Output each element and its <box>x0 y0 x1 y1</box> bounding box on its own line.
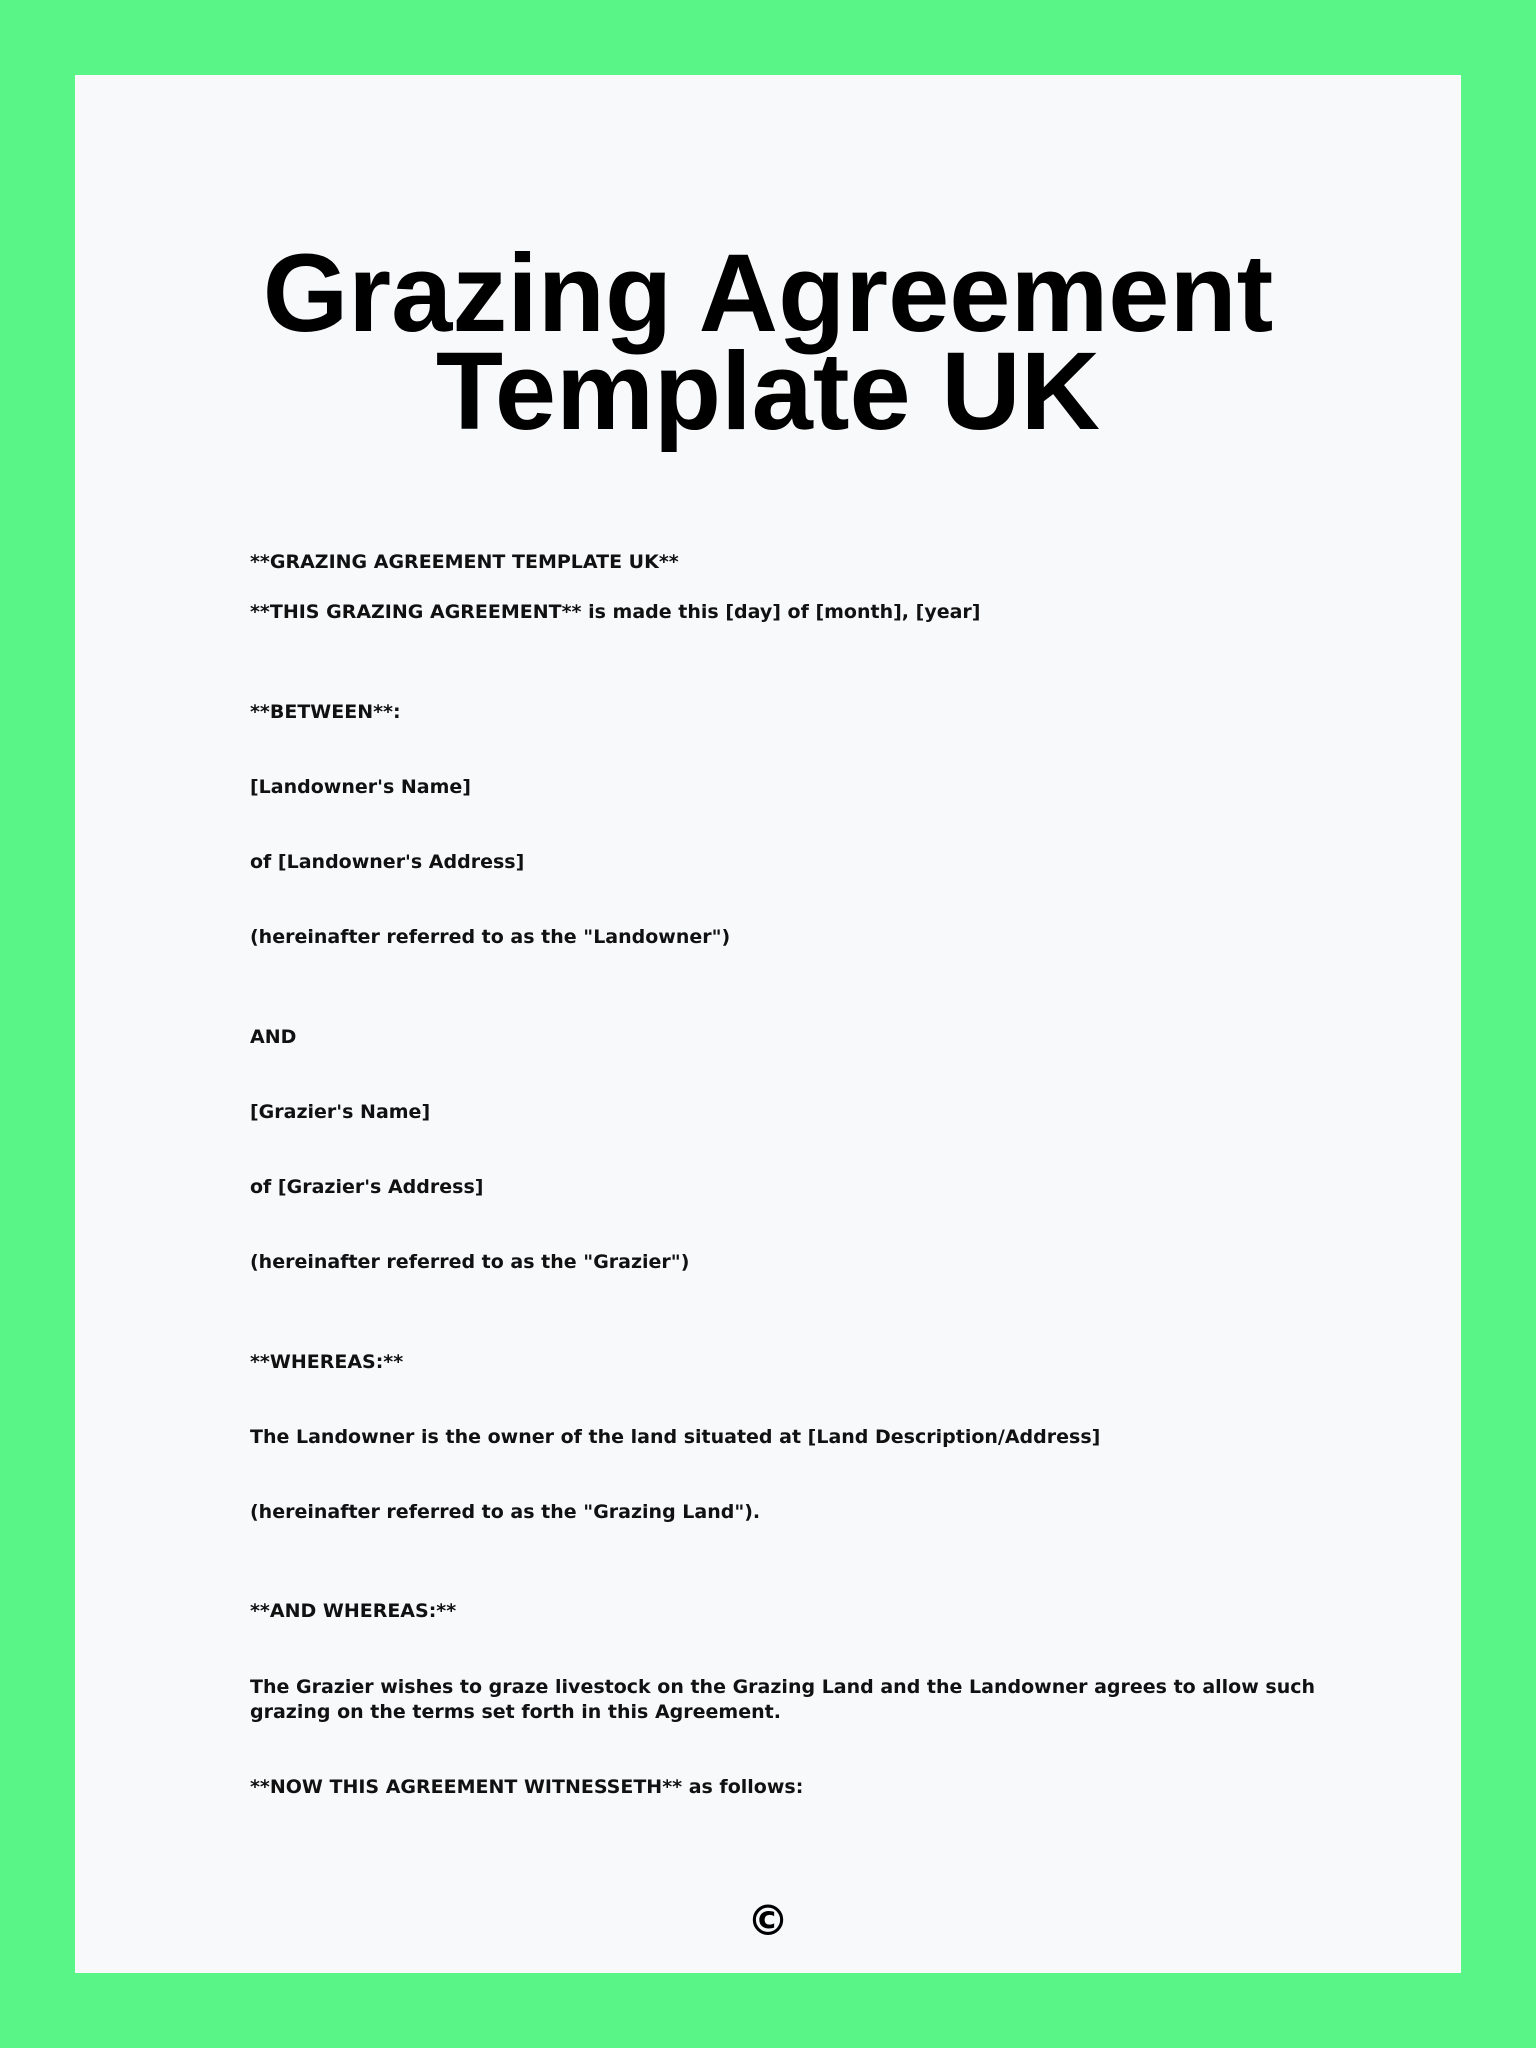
paragraph-intro: **THIS GRAZING AGREEMENT** is made this [day] of [month], [year] <box>250 601 981 623</box>
paragraph-land-ref: (hereinafter referred to as the "Grazing Land"). <box>250 1501 761 1523</box>
paragraph-landowner-ref: (hereinafter referred to as the "Landowner") <box>250 926 731 948</box>
paragraph-landowner-name: [Landowner's Name] <box>250 776 471 798</box>
paragraph-heading: **GRAZING AGREEMENT TEMPLATE UK** <box>250 551 679 573</box>
paragraph-grazier-wishes: The Grazier wishes to graze livestock on the Grazing Land and the Landowner agrees to allow such grazing on the terms set forth in this Agreement. <box>250 1676 1322 1723</box>
paragraph-between: **BETWEEN**: <box>250 701 401 723</box>
document-page <box>75 75 1461 1973</box>
paragraph-and-whereas: **AND WHEREAS:** <box>250 1600 457 1622</box>
paragraph-landowner-address: of [Landowner's Address] <box>250 851 525 873</box>
paragraph-grazier-address: of [Grazier's Address] <box>250 1176 484 1198</box>
document-title: Grazing Agreement Template UK <box>262 232 1274 453</box>
copyright-icon: © <box>747 1896 789 1945</box>
paragraph-grazier-name: [Grazier's Name] <box>250 1101 431 1123</box>
paragraph-witnesseth: **NOW THIS AGREEMENT WITNESSETH** as follows: <box>250 1776 804 1798</box>
paragraph-and: AND <box>250 1026 297 1048</box>
paragraph-land-owner: The Landowner is the owner of the land situated at [Land Description/Address] <box>250 1426 1101 1448</box>
paragraph-whereas: **WHEREAS:** <box>250 1351 404 1373</box>
paragraph-grazier-ref: (hereinafter referred to as the "Grazier") <box>250 1251 690 1273</box>
